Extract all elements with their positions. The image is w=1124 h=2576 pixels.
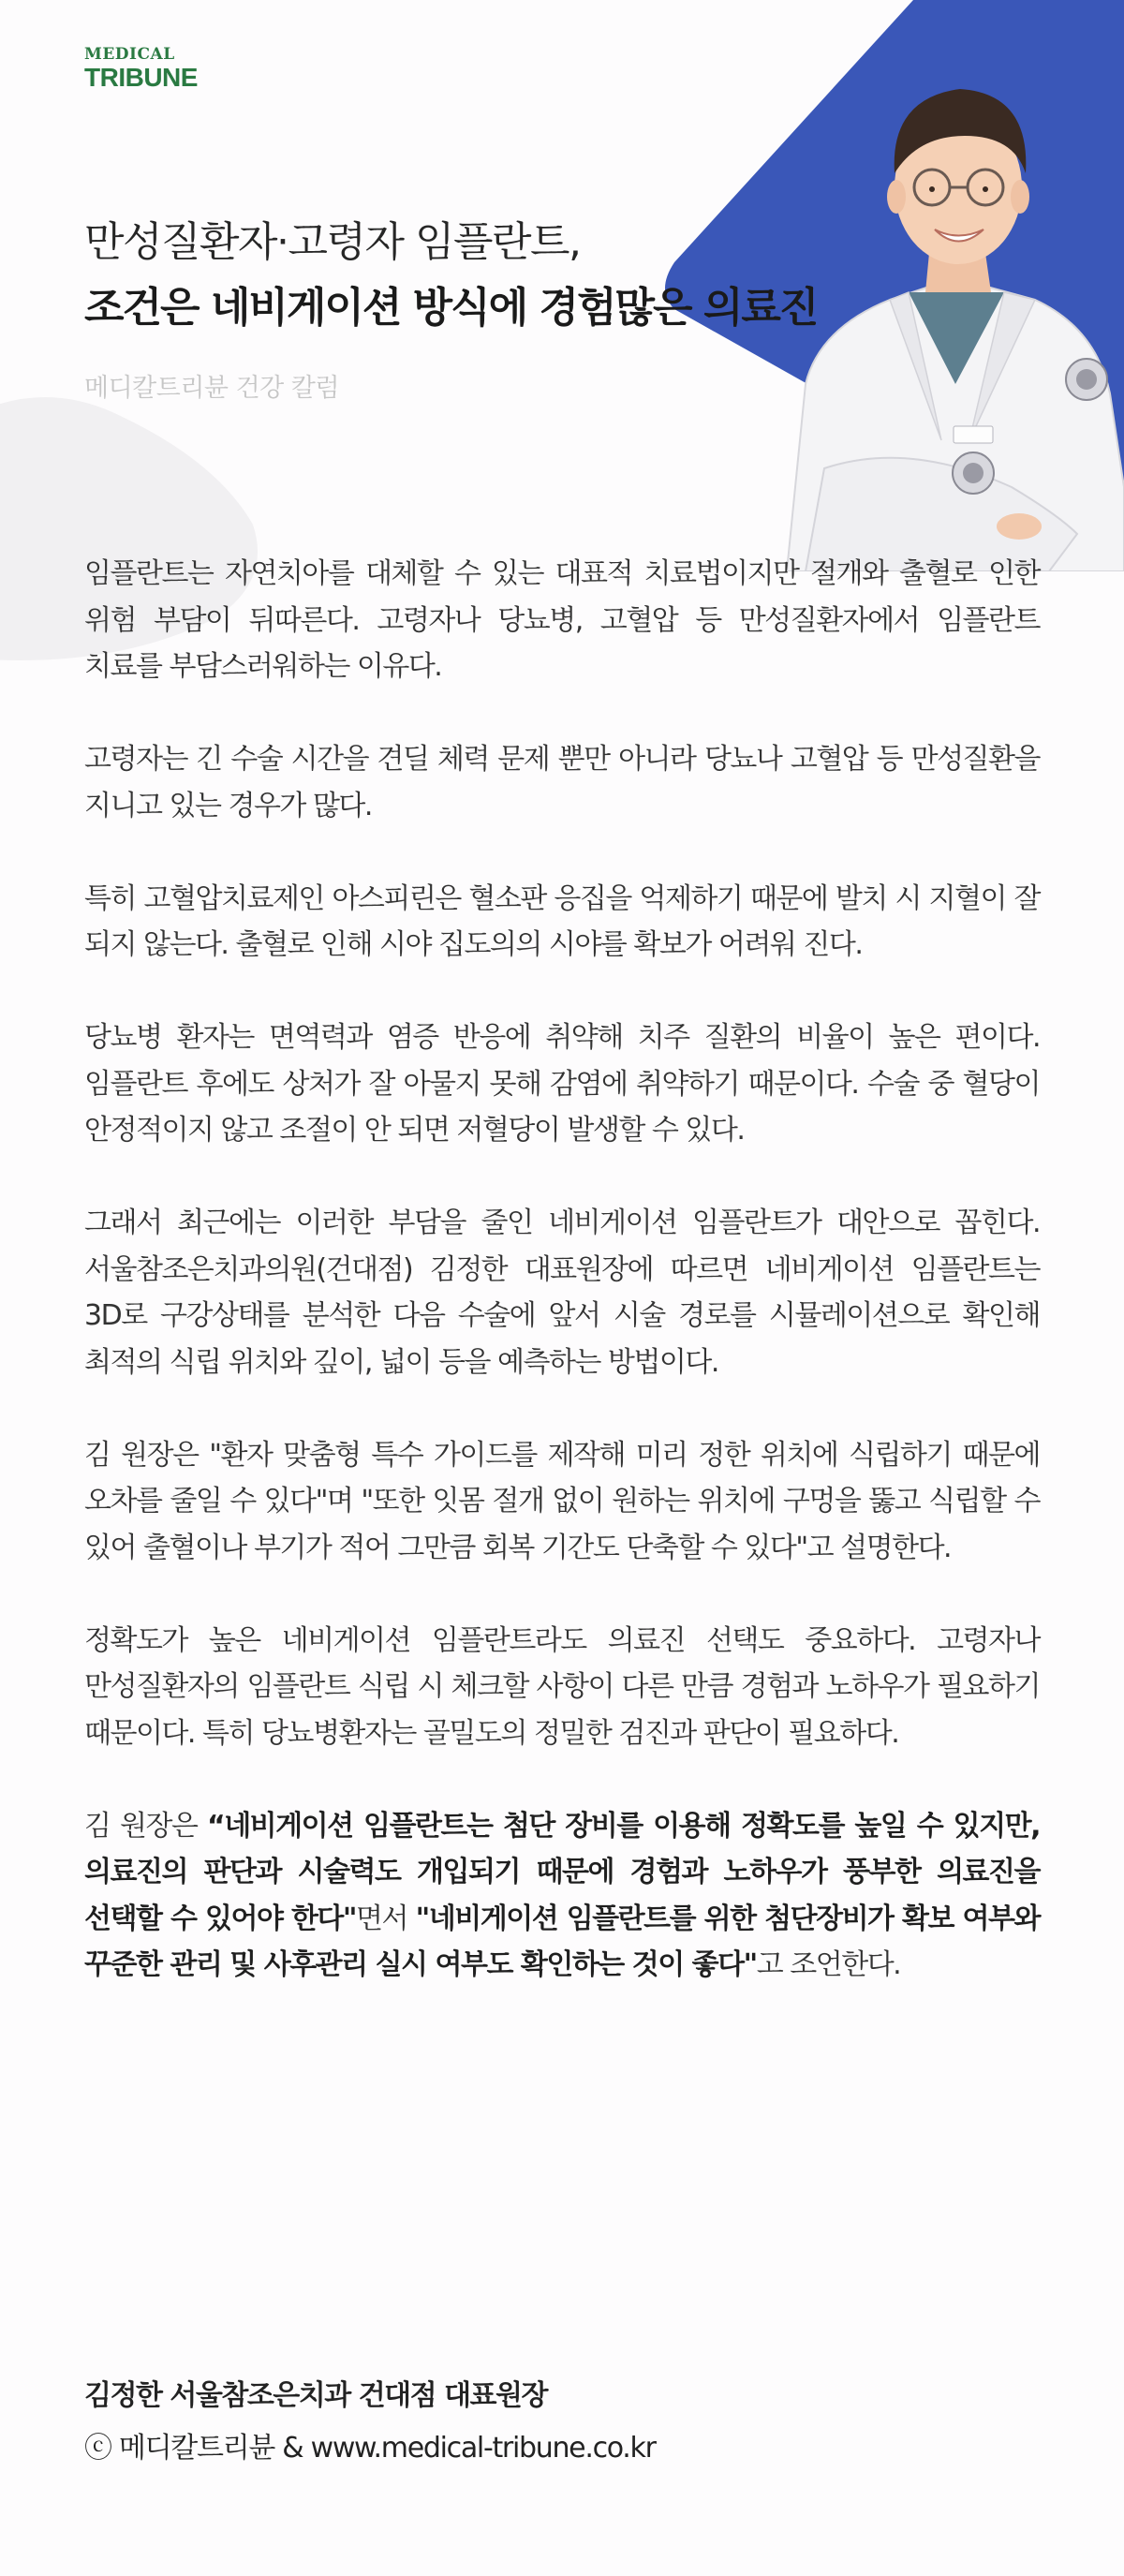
paragraph-3: 특히 고혈압치료제인 아스피린은 혈소판 응집을 억제하기 때문에 발치 시 지혈이 잘 되지 않는다. 출혈로 인해 시야 집도의의 시야를 확보가 어려워 진다.	[84, 881, 1040, 961]
logo-line-medical: MEDICAL	[84, 45, 175, 64]
doctor-portrait	[768, 47, 1124, 571]
medical-tribune-logo[interactable]	[84, 47, 198, 91]
paragraph-8-text-3: 고 조언한다.	[756, 1948, 901, 1981]
logo-line-tribune: TRIBUNE	[84, 63, 198, 92]
paragraph-5: 그래서 최근에는 이러한 부담을 줄인 네비게이션 임플란트가 대안으로 꼽힌다. 서울참조은치과의원(건대점) 김정한 대표원장에 따르면 네비게이션 임플란트는 3D로 구강상태를 분석한 다음 수술에 앞서 시술 경로를 시뮬레이션으로 확인해 최적의 식립 위치와 깊이, 넓이 등을 예측하는 방법이다.	[84, 1207, 1040, 1379]
title-line-2: 조건은 네비게이션 방식에 경험많은 의료진	[84, 284, 818, 332]
paragraph-7: 정확도가 높은 네비게이션 임플란트라도 의료진 선택도 중요하다. 고령자나 만성질환자의 임플란트 식립 시 체크할 사항이 다른 만큼 경험과 노하우가 필요하기 때문이다. 특히 당뇨병환자는 골밀도의 정밀한 검진과 판단이 필요하다.	[84, 1623, 1040, 1750]
title-line-1: 만성질환자·고령자 임플란트,	[84, 218, 581, 266]
paragraph-1: 임플란트는 자연치아를 대체할 수 있는 대표적 치료법이지만 절개와 출혈로 인한 위험 부담이 뒤따른다. 고령자나 당뇨병, 고혈압 등 만성질환자에서 임플란트 치료를 부담스러워하는 이유다.	[84, 557, 1040, 683]
paragraph-4: 당뇨병 환자는 면역력과 염증 반응에 취약해 치주 질환의 비율이 높은 편이다. 임플란트 후에도 상처가 잘 아물지 못해 감염에 취약하기 때문이다. 수술 중 혈당이 안정적이지 않고 조절이 안 되면 저혈당이 발생할 수 있다.	[84, 1021, 1040, 1147]
paragraph-8-text-1: 김 원장은	[84, 1809, 207, 1843]
byline	[84, 2372, 656, 2465]
quote-2: "네비게이션 임플란트를 위한 첨단장비가 확보 여부와 꾸준한 관리 및 사후관리 실시 여부도 확인하는 것이 좋다"	[84, 1902, 1040, 1981]
paragraph-2: 고령자는 긴 수술 시간을 견딜 체력 문제 뿐만 아니라 당뇨나 고혈압 등 만성질환을 지니고 있는 경우가 많다.	[84, 743, 1040, 822]
paragraph-8	[84, 1803, 1040, 1989]
author-name: 김정한 서울참조은치과 건대점 대표원장	[84, 2379, 547, 2412]
article-body	[84, 551, 1040, 2035]
quote-1: “네비게이션 임플란트는 첨단 장비를 이용해 정확도를 높일 수 있지만, 의료진의 판단과 시술력도 개입되기 때문에 경험과 노하우가 풍부한 의료진을 선택할 수 있어야 한다"	[84, 1809, 1041, 1935]
paragraph-6: 김 원장은 "환자 맞춤형 특수 가이드를 제작해 미리 정한 위치에 식립하기 때문에 오차를 줄일 수 있다"며 "또한 잇몸 절개 없이 원하는 위치에 구멍을 뚫고 식립할 수 있어 출혈이나 부기가 적어 그만큼 회복 기간도 단축할 수 있다"고 설명한다.	[84, 1438, 1040, 1564]
copyright-line: ⓒ 메디칼트리뷴 & www.medical-tribune.co.kr	[84, 2432, 656, 2465]
paragraph-8-text-2: 면서	[356, 1902, 416, 1935]
column-subtitle: 메디칼트리뷴 건강 칼럼	[84, 374, 339, 403]
